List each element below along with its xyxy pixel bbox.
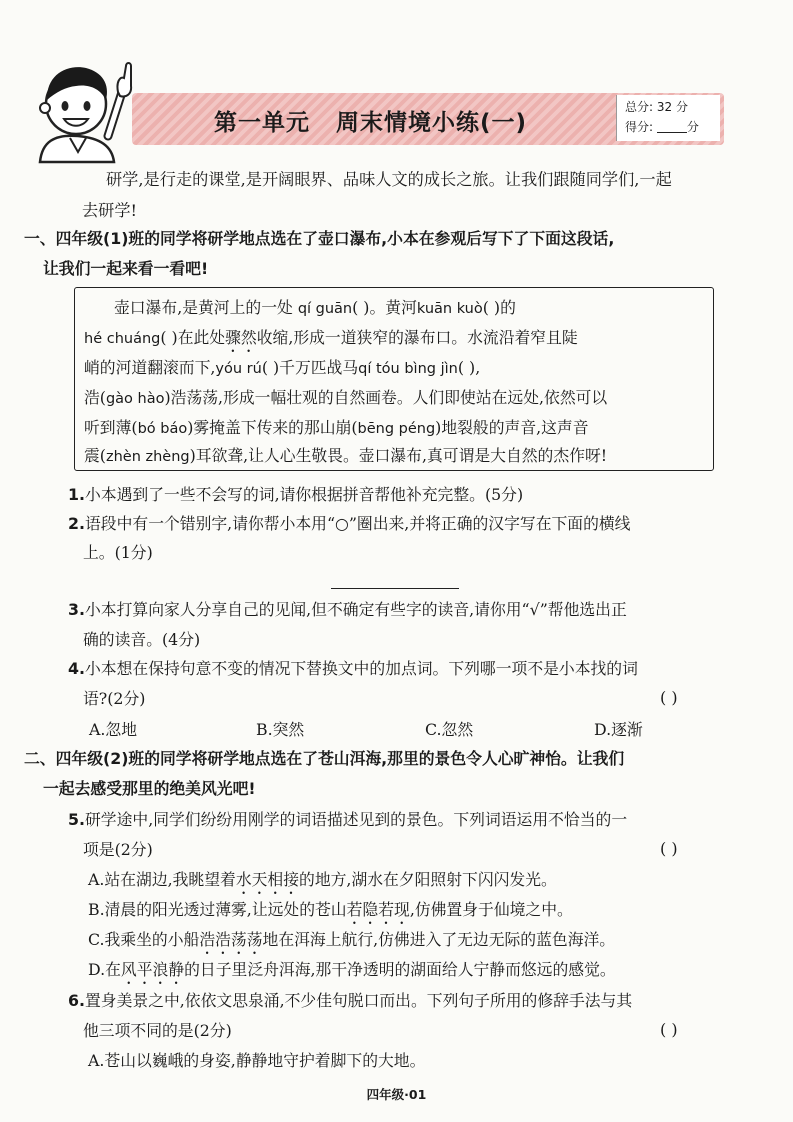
intro-line-1: 研学,是行走的课堂,是开阔眼界、品味人文的成长之旅。让我们跟随同学们,一起 (106, 170, 672, 189)
section-1-heading: 一、四年级(1)班的同学将研学地点选在了壶口瀑布,小本在参观后写下了下面这段话, (24, 229, 615, 248)
pinyin: kuān kuò (416, 301, 483, 317)
exercise-title: 周末情境小练(一) (336, 110, 528, 136)
passage-line-1: 壶口瀑布,是黄河上的一处 qí guān( )。黄河kuān kuò( )的 (114, 293, 516, 324)
question-3: 3.小本打算向家人分享自己的见闻,但不确定有些字的读音,请你用“√”帮他选出正 (68, 600, 627, 619)
answer-blank[interactable]: ( )。黄河 (352, 298, 417, 317)
pinyin: yóu rú (215, 361, 262, 377)
option-d[interactable]: D.逐渐 (594, 720, 643, 739)
intro-line-2: 去研学! (82, 201, 138, 220)
score-box (616, 95, 720, 141)
passage-line-3: 峭的河道翻滚而下,yóu rú( )千万匹战马qí tóu bìng jìn( ), (84, 353, 480, 384)
page-title (214, 104, 527, 137)
unit-title: 第一单元 (214, 110, 310, 136)
question-2: 2.语段中有一个错别字,请你帮小本用“○”圈出来,并将正确的汉字写在下面的横线 (68, 514, 631, 533)
question-3-cont: 确的读音。(4分) (83, 630, 201, 649)
section-2-heading: 二、四年级(2)班的同学将研学地点选在了苍山洱海,那里的景色令人心旷神怡。让我们 (24, 749, 625, 768)
dotted-word: 风平浪静 (120, 960, 185, 979)
option-b[interactable]: B.突然 (256, 720, 305, 739)
question-6: 6.置身美景之中,依依文思泉涌,不少佳句脱口而出。下列句子所用的修辞手法与其 (68, 991, 633, 1010)
question-4: 4.小本想在保持句意不变的情况下替换文中的加点词。下列哪一项不是小本找的词 (68, 659, 638, 678)
dotted-word: 浩浩荡荡 (199, 930, 263, 949)
total-score: 总分: 32 分 (625, 100, 688, 114)
answer-blank[interactable]: ( )在此处 (160, 328, 226, 347)
score-line (625, 117, 720, 137)
passage-line-5: 听到薄(bó báo)雾掩盖下传来的那山崩(bēng péng)地裂般的声音,这声音 (84, 418, 589, 437)
option-a[interactable]: A.忽地 (89, 720, 138, 739)
score-blank[interactable] (657, 120, 687, 133)
question-4-cont: 语?(2分) (83, 689, 146, 708)
dotted-word: 骤然 (225, 328, 257, 347)
q5-option-d[interactable]: D.在风平浪静的日子里泛舟洱海,那干净透明的湖面给人宁静而悠远的感觉。 (88, 960, 616, 979)
question-1: 1.小本遇到了一些不会写的词,请你根据拼音帮他补充完整。(5分) (68, 485, 524, 504)
answer-blank[interactable]: ( )的 (482, 298, 516, 317)
answer-blank[interactable]: ( ), (457, 358, 481, 377)
answer-blank[interactable]: ( )千万匹战马 (261, 358, 359, 377)
pinyin-choice[interactable]: bēng péng (357, 421, 436, 437)
page-header (0, 0, 793, 170)
score-unit: 分 (686, 120, 699, 134)
question-5-cont: 项是(2分) (83, 840, 153, 859)
score-label: 得分: (625, 120, 654, 134)
question-6-cont: 他三项不同的是(2分) (83, 1021, 232, 1040)
passage-line-4: 浩(gào hào)浩荡荡,形成一幅壮观的自然画卷。人们即使站在远处,依然可以 (84, 388, 608, 407)
section-1-heading-cont: 让我们一起来看一看吧! (43, 259, 209, 278)
question-5: 5.研学途中,同学们纷纷用刚学的词语描述见到的景色。下列词语运用不恰当的一 (68, 810, 628, 829)
answer-paren-6[interactable]: ( ) (660, 1020, 678, 1039)
page-footer: 四年级·01 (366, 1087, 427, 1102)
answer-paren-5[interactable]: ( ) (660, 839, 678, 858)
dotted-word: 若隐若现 (346, 900, 410, 919)
pinyin-choice[interactable]: bó báo (137, 421, 188, 437)
pinyin: qí guān (297, 301, 353, 317)
q5-option-c[interactable]: C.我乘坐的小船浩浩荡荡地在洱海上航行,仿佛进入了无边无际的蓝色海洋。 (88, 930, 616, 949)
answer-line[interactable] (331, 588, 459, 589)
pinyin: hé chuáng (84, 331, 161, 347)
q5-option-a[interactable]: A.站在湖边,我眺望着水天相接的地方,湖水在夕阳照射下闪闪发光。 (88, 870, 557, 889)
q6-option-a[interactable]: A.苍山以巍峨的身姿,静静地守护着脚下的大地。 (88, 1051, 426, 1070)
pinyin-choice[interactable]: zhèn zhèng (105, 449, 190, 465)
pinyin: qí tóu bìng jìn (358, 361, 458, 377)
dotted-word: 水天相接 (235, 870, 300, 889)
question-2-cont: 上。(1分) (83, 543, 153, 562)
passage-line-2: hé chuáng( )在此处骤然收缩,形成一道狭窄的瀑布口。水流沿着窄且陡 (84, 323, 578, 356)
passage-line-6: 震(zhèn zhèng)耳欲聋,让人心生敬畏。壶口瀑布,真可谓是大自然的杰作呀! (84, 446, 608, 465)
option-c[interactable]: C.忽然 (425, 720, 474, 739)
section-2-heading-cont: 一起去感受那里的绝美风光吧! (43, 779, 256, 798)
q5-option-b[interactable]: B.清晨的阳光透过薄雾,让远处的苍山若隐若现,仿佛置身于仙境之中。 (88, 900, 573, 919)
pinyin-choice[interactable]: gào hào (105, 391, 165, 407)
answer-paren-4[interactable]: ( ) (660, 688, 678, 707)
boy-mascot-icon (20, 52, 138, 164)
